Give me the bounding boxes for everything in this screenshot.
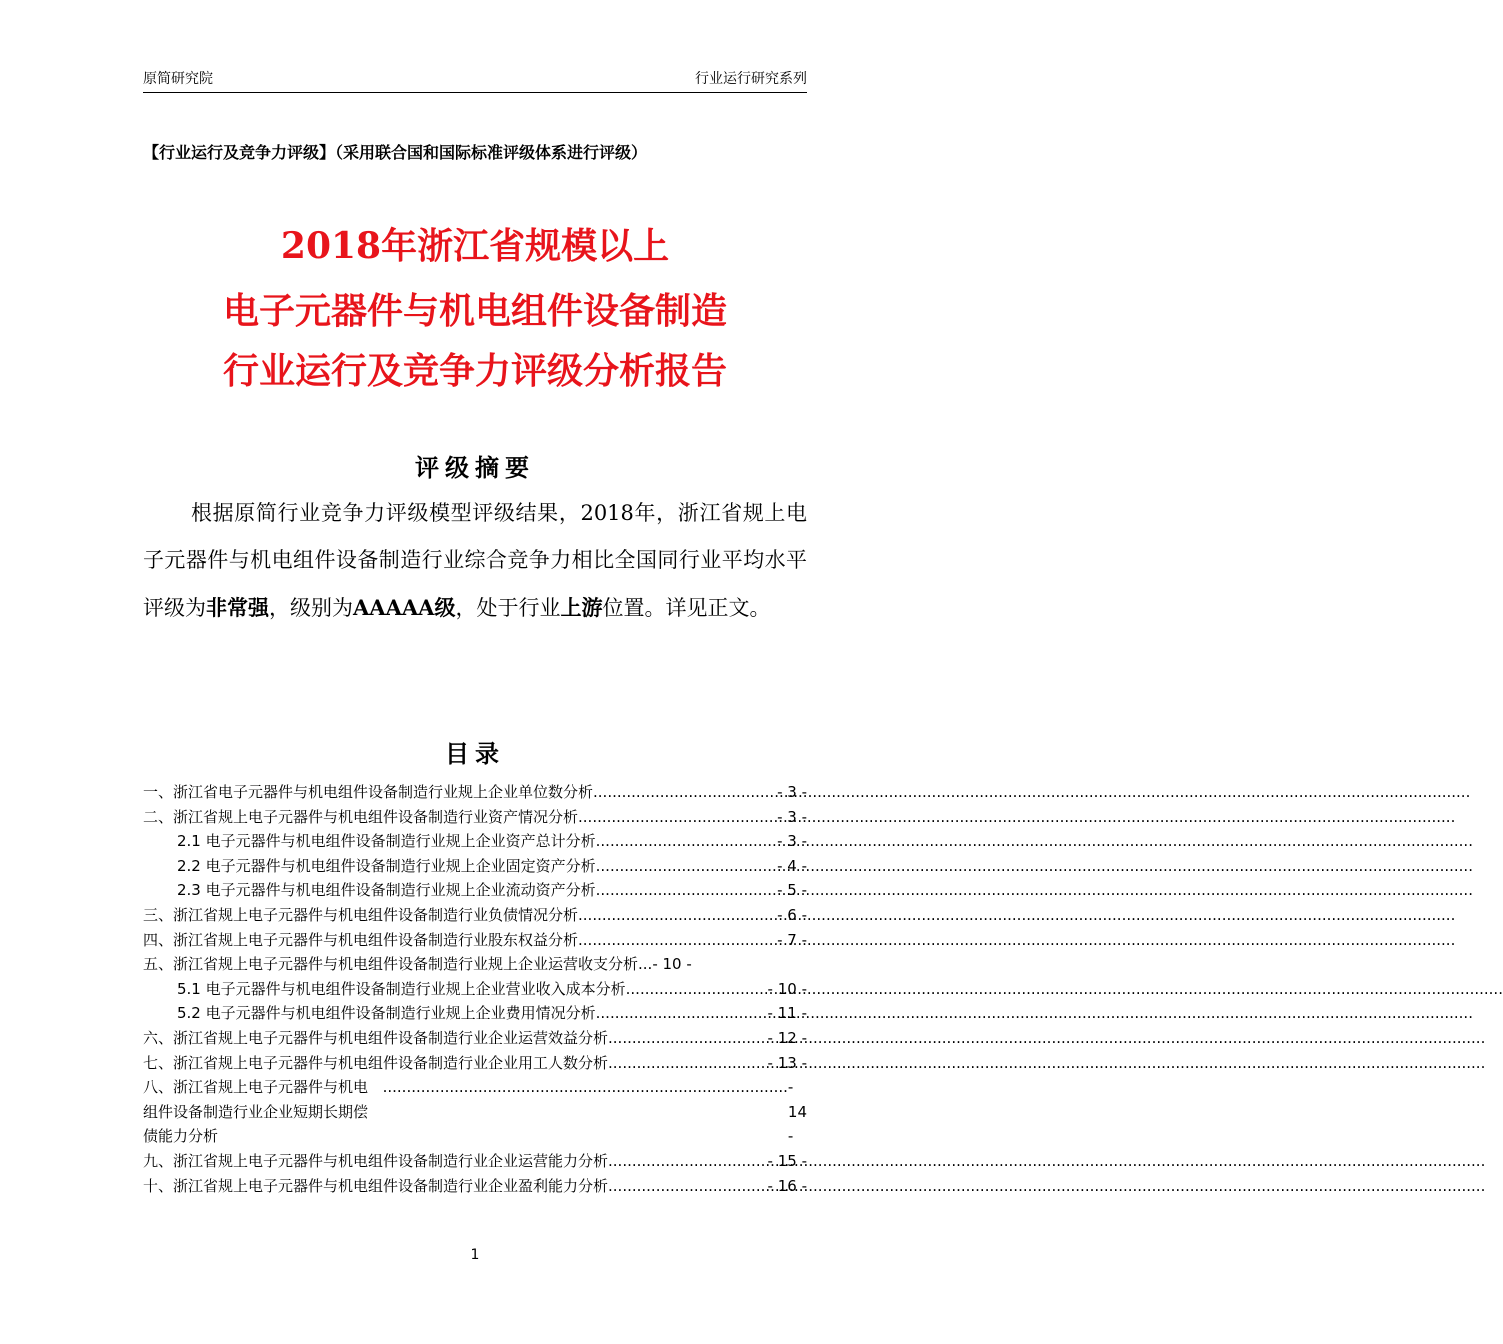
toc-item-label: 六、浙江省规上电子元器件与机电组件设备制造行业企业运营效益分析 <box>143 1028 609 1047</box>
toc-leader <box>608 1026 766 1051</box>
rating-tag: 【行业运行及竞争力评级】（采用联合国和国际标准评级体系进行评级） <box>143 143 648 162</box>
toc-subitem[interactable] <box>143 854 807 879</box>
toc-item-page: - 3 - <box>777 783 807 801</box>
toc-leader: ... <box>638 955 653 974</box>
toc-item-page: - 4 - <box>777 856 807 875</box>
toc-item-label: 5.2 电子元器件与机电组件设备制造行业规上企业费用情况分析 <box>177 1004 596 1023</box>
toc-leader <box>578 928 775 953</box>
toc-item-label: 2.3 电子元器件与机电组件设备制造行业规上企业流动资产分析 <box>177 881 596 900</box>
toc-item-page: - 10 - <box>652 955 692 974</box>
toc-item[interactable] <box>143 952 807 977</box>
toc-item-label: 三、浙江省规上电子元器件与机电组件设备制造行业负债情况分析 <box>143 905 579 924</box>
summary-paragraph <box>143 490 807 632</box>
header-divider <box>143 92 807 93</box>
header-series: 行业运行研究系列 <box>695 71 807 87</box>
toc-item[interactable] <box>143 780 807 805</box>
summary-text-3: ，处于行业 <box>455 596 561 620</box>
page-number: 1 <box>470 1247 480 1263</box>
toc-item[interactable] <box>143 1026 807 1051</box>
toc-item[interactable] <box>143 1174 807 1199</box>
summary-heading: 评级摘要 <box>415 454 535 482</box>
toc-item-label: 八、浙江省规上电子元器件与机电组件设备制造行业企业短期长期偿债能力分析 <box>143 1078 369 1146</box>
toc-subitem[interactable] <box>143 829 807 854</box>
table-of-contents <box>143 780 807 1198</box>
toc-item-label: 五、浙江省规上电子元器件与机电组件设备制造行业规上企业运营收支分析 <box>143 955 639 974</box>
toc-item[interactable] <box>143 903 807 928</box>
summary-position: 上游 <box>560 595 603 620</box>
toc-item-page: - 11 - <box>767 1004 807 1023</box>
toc-item-label: 七、浙江省规上电子元器件与机电组件设备制造行业企业用工人数分析 <box>143 1053 609 1072</box>
toc-item-label: 5.1 电子元器件与机电组件设备制造行业规上企业营业收入成本分析 <box>177 979 626 998</box>
toc-item[interactable] <box>143 1075 807 1149</box>
toc-item-label: 九、浙江省规上电子元器件与机电组件设备制造行业企业运营能力分析 <box>143 1151 609 1170</box>
toc-item[interactable] <box>143 1149 807 1174</box>
toc-item-page: - 3 - <box>777 807 807 826</box>
toc-leader <box>608 1149 766 1174</box>
toc-item-page: - 6 - <box>777 905 807 924</box>
toc-leader <box>578 805 775 830</box>
toc-item-page: - 3 - <box>777 832 807 851</box>
summary-text-4: 位置。详见正文。 <box>602 596 771 620</box>
toc-heading: 目录 <box>445 740 505 768</box>
summary-text-1: 根据原简行业竞争力评级模型评级结果，2018年，浙江省规上电子元器件与机电组件设备制造行业综合竞争力相比全国同行业平均水平评级为 <box>143 501 807 620</box>
toc-leader <box>608 1174 766 1199</box>
toc-item-label: 2.2 电子元器件与机电组件设备制造行业规上企业固定资产分析 <box>177 856 596 875</box>
toc-leader <box>626 977 766 1002</box>
toc-leader: ..................................................................................... <box>382 1078 788 1097</box>
toc-item[interactable] <box>143 805 807 830</box>
summary-level: 非常强 <box>206 595 269 620</box>
report-title-line-1: 2018年浙江省规模以上 <box>280 225 670 267</box>
toc-leader <box>596 829 775 854</box>
toc-item-page: - 16 - <box>767 1176 807 1195</box>
header-institute: 原简研究院 <box>143 71 213 87</box>
toc-subitem[interactable] <box>143 878 807 903</box>
toc-item-label: 四、浙江省规上电子元器件与机电组件设备制造行业股东权益分析 <box>143 930 579 949</box>
toc-leader <box>596 878 775 903</box>
toc-item-label: 一、浙江省电子元器件与机电组件设备制造行业规上企业单位数分析 <box>143 783 594 801</box>
toc-item-page: - 14 - <box>787 1078 807 1146</box>
toc-item-page: - 5 - <box>777 881 807 900</box>
toc-leader <box>593 780 775 805</box>
toc-leader <box>596 1001 766 1026</box>
toc-item-page: - 12 - <box>767 1028 807 1047</box>
report-title-line-2: 电子元器件与机电组件设备制造 <box>222 290 727 332</box>
summary-grade: AAAAA级 <box>353 595 456 620</box>
toc-item-label: 十、浙江省规上电子元器件与机电组件设备制造行业企业盈利能力分析 <box>143 1176 609 1195</box>
toc-item-label: 二、浙江省规上电子元器件与机电组件设备制造行业资产情况分析 <box>143 807 579 826</box>
toc-subitem[interactable] <box>143 977 807 1002</box>
toc-leader <box>608 1051 766 1076</box>
toc-subitem[interactable] <box>143 1001 807 1026</box>
toc-item-page: - 10 - <box>767 979 807 998</box>
summary-text-2: ，级别为 <box>269 596 353 620</box>
toc-item-page: - 7 - <box>777 930 807 949</box>
toc-leader <box>578 903 775 928</box>
toc-leader <box>596 854 775 879</box>
toc-item[interactable] <box>143 928 807 953</box>
toc-item-page: - 13 - <box>767 1053 807 1072</box>
toc-item-page: - 15 - <box>767 1151 807 1170</box>
toc-item-label: 2.1 电子元器件与机电组件设备制造行业规上企业资产总计分析 <box>177 832 596 851</box>
report-title-line-3: 行业运行及竞争力评级分析报告 <box>222 350 727 392</box>
toc-item[interactable] <box>143 1051 807 1076</box>
